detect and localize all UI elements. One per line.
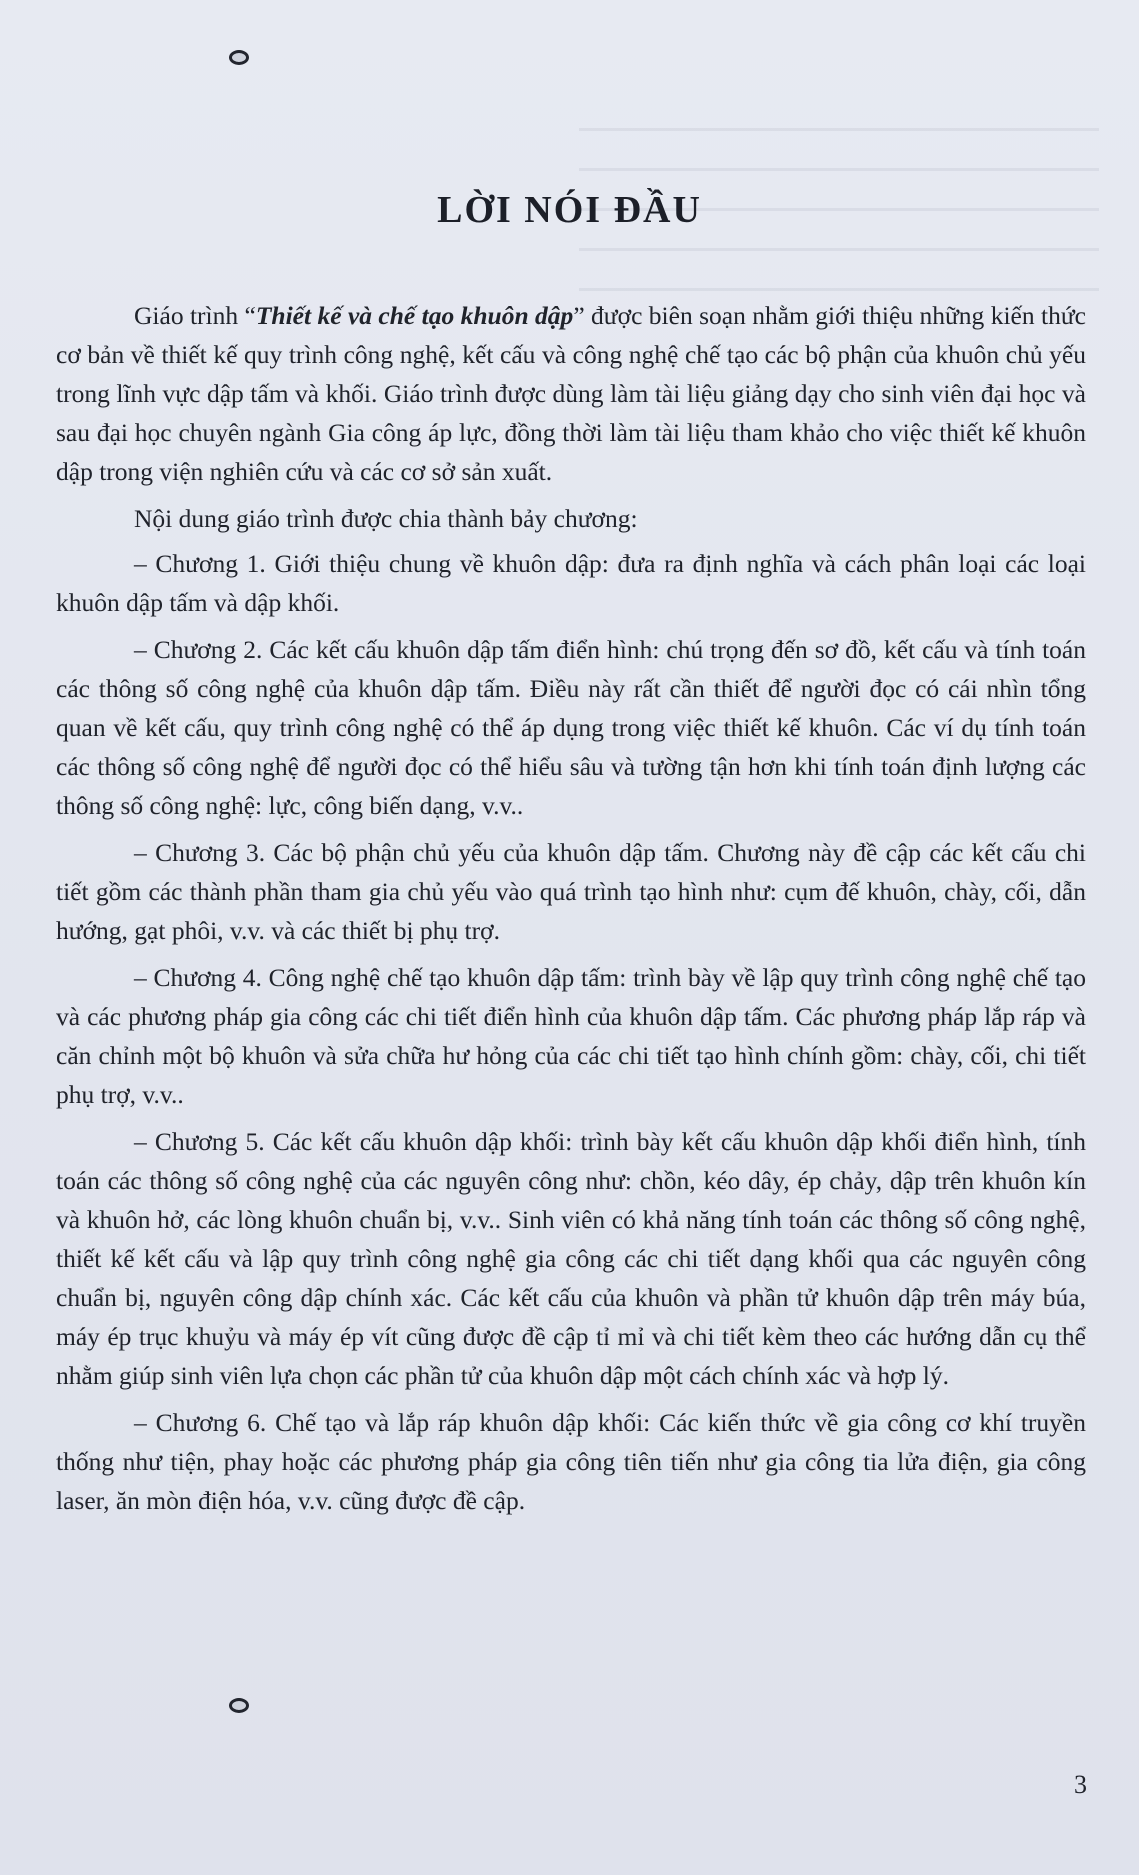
book-title: Thiết kế và chế tạo khuôn dập	[255, 301, 574, 330]
intro-paragraph	[56, 296, 1086, 491]
intro-before: Giáo trình “	[134, 301, 256, 330]
intro-after: ” được biên soạn nhằm giới thiệu những kiến thức cơ bản về thiết kế quy trình công nghệ, kết cấu và công nghệ chế tạo các bộ phận của khuôn chủ yếu trong lĩnh vực dập tấm và khối. Giáo trình được dùng làm tài liệu giảng dạy cho sinh viên đại học và sau đại học chuyên ngành Gia công áp lực, đồng thời làm tài liệu tham khảo cho việc thiết kế khuôn dập trong viện nghiên cứu và các cơ sở sản xuất.	[56, 301, 1086, 486]
chapter-3-paragraph: – Chương 3. Các bộ phận chủ yếu của khuôn dập tấm. Chương này đề cập các kết cấu chi tiết gồm các thành phần tham gia chủ yếu vào quá trình tạo hình như: cụm đế khuôn, chày, cối, dẫn hướng, gạt phôi, v.v. và các thiết bị phụ trợ.	[56, 838, 1086, 945]
chapter-6-paragraph: – Chương 6. Chế tạo và lắp ráp khuôn dập khối: Các kiến thức về gia công cơ khí truyền thống như tiện, phay hoặc các phương pháp gia công tiên tiến như gia công tia lửa điện, gia công laser, ăn mòn điện hóa, v.v. cũng được đề cập.	[56, 1408, 1086, 1515]
body-text	[56, 296, 1086, 1528]
chapter-1-paragraph: – Chương 1. Giới thiệu chung về khuôn dập: đưa ra định nghĩa và cách phân loại các loại khuôn dập tấm và dập khối.	[56, 549, 1086, 617]
punch-hole-bottom	[229, 1698, 249, 1713]
chapter-5-paragraph: – Chương 5. Các kết cấu khuôn dập khối: trình bày kết cấu khuôn dập khối điển hình, tính toán các thông số công nghệ của các nguyên công như: chồn, kéo dây, ép chảy, dập trên khuôn kín và khuôn hở, các lòng khuôn chuẩn bị, v.v.. Sinh viên có khả năng tính toán các thông số công nghệ, thiết kế kết cấu và lập quy trình công nghệ gia công các chi tiết dạng khối qua các nguyên công chuẩn bị, nguyên công dập chính xác. Các kết cấu của khuôn và phần tử khuôn dập trên máy búa, máy ép trục khuỷu và máy ép vít cũng được đề cập tỉ mỉ và chi tiết kèm theo các hướng dẫn cụ thể nhằm giúp sinh viên lựa chọn các phần tử của khuôn dập một cách chính xác và hợp lý.	[56, 1127, 1086, 1390]
chapter-2-paragraph: – Chương 2. Các kết cấu khuôn dập tấm điển hình: chú trọng đến sơ đồ, kết cấu và tính toán các thông số công nghệ của khuôn dập tấm. Điều này rất cần thiết để người đọc có cái nhìn tổng quan về kết cấu, quy trình công nghệ có thể áp dụng trong việc thiết kế khuôn. Các ví dụ tính toán các thông số công nghệ để người đọc có thể hiểu sâu và tường tận hơn khi tính toán định lượng các thông số công nghệ: lực, công biến dạng, v.v..	[56, 635, 1086, 820]
chapter-4-paragraph: – Chương 4. Công nghệ chế tạo khuôn dập tấm: trình bày về lập quy trình công nghệ chế tạo và các phương pháp gia công các chi tiết điển hình của khuôn dập tấm. Các phương pháp lắp ráp và căn chỉnh một bộ khuôn và sửa chữa hư hỏng của các chi tiết tạo hình chính gồm: chày, cối, chi tiết phụ trợ, v.v..	[56, 963, 1086, 1109]
punch-hole-top	[229, 50, 249, 65]
page-title: LỜI NÓI ĐẦU	[437, 189, 702, 231]
page-number: 3	[1074, 1770, 1087, 1799]
outline-intro: Nội dung giáo trình được chia thành bảy chương:	[134, 504, 638, 533]
